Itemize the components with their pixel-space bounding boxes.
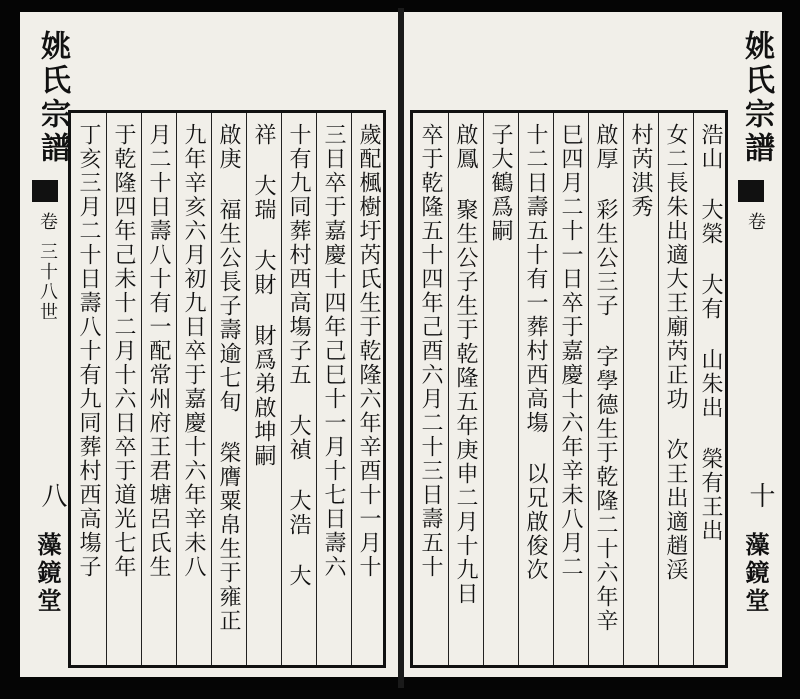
- left-margin-generation: 三十八世: [37, 242, 58, 322]
- left-margin-hall: 藻鏡堂: [33, 532, 62, 616]
- right-column-2: 女二長朱出適大王廟芮正功 次王出適趙渓: [663, 123, 688, 582]
- left-margin-title: 姚氏宗譜: [35, 30, 70, 166]
- left-column-3: 十有九同葬村西高塲子五 大禎 大浩 大: [286, 123, 311, 588]
- left-text-frame: [68, 110, 386, 668]
- left-column-9: 丁亥三月二十日壽八十有九同葬村西高塲子: [76, 123, 101, 579]
- right-column-9: 卒于乾隆五十四年己酉六月二十三日壽五十: [418, 123, 443, 579]
- right-margin-hall: 藻鏡堂: [741, 532, 770, 616]
- right-margin-title: 姚氏宗譜: [739, 30, 774, 166]
- left-column-8: 于乾隆四年己未十二月十六日卒于道光七年: [111, 123, 136, 579]
- left-fishtail-mark: [32, 180, 58, 202]
- right-column-6: 十二日壽五十有一葬村西高塲 以兄啟俊次: [523, 123, 548, 582]
- left-column-5: 啟庚 福生公長子壽逾七旬 榮膺粟帛生于雍正: [216, 123, 241, 633]
- right-column-8: 啟鳳 聚生公子生于乾隆五年庚申二月十九日: [453, 123, 478, 606]
- right-column-4: 啟厚 彩生公三子 字學德生于乾隆二十六年辛: [593, 123, 618, 633]
- left-margin-page: 八: [37, 482, 67, 510]
- right-fishtail-mark: [738, 180, 764, 202]
- right-column-1: 浩山 大榮 大有 山朱出 榮有王出: [698, 123, 723, 543]
- left-column-4: 祥 大瑞 大財 財爲弟啟坤嗣: [251, 123, 276, 468]
- right-text-frame: [410, 110, 728, 668]
- right-margin-page: 十: [745, 482, 775, 510]
- left-column-2: 三日卒于嘉慶十四年己巳十一月十七日壽六: [321, 123, 346, 579]
- left-page: [20, 12, 398, 677]
- left-margin-section: 卷: [37, 212, 58, 232]
- right-column-3: 村芮淇秀: [628, 123, 653, 219]
- left-column-1: 歲配楓樹圩芮氏生于乾隆六年辛酉十一月十: [356, 123, 381, 579]
- right-column-5: 巳四月二十一日卒于嘉慶十六年辛未八月二: [558, 123, 583, 579]
- right-margin-section: 卷: [745, 212, 766, 232]
- left-column-6: 九年辛亥六月初九日卒于嘉慶十六年辛未八: [181, 123, 206, 579]
- right-page: [404, 12, 782, 677]
- right-column-7: 子大鶴爲嗣: [488, 123, 513, 243]
- left-column-7: 月二十日壽八十有一配常州府王君塘呂氏生: [146, 123, 171, 579]
